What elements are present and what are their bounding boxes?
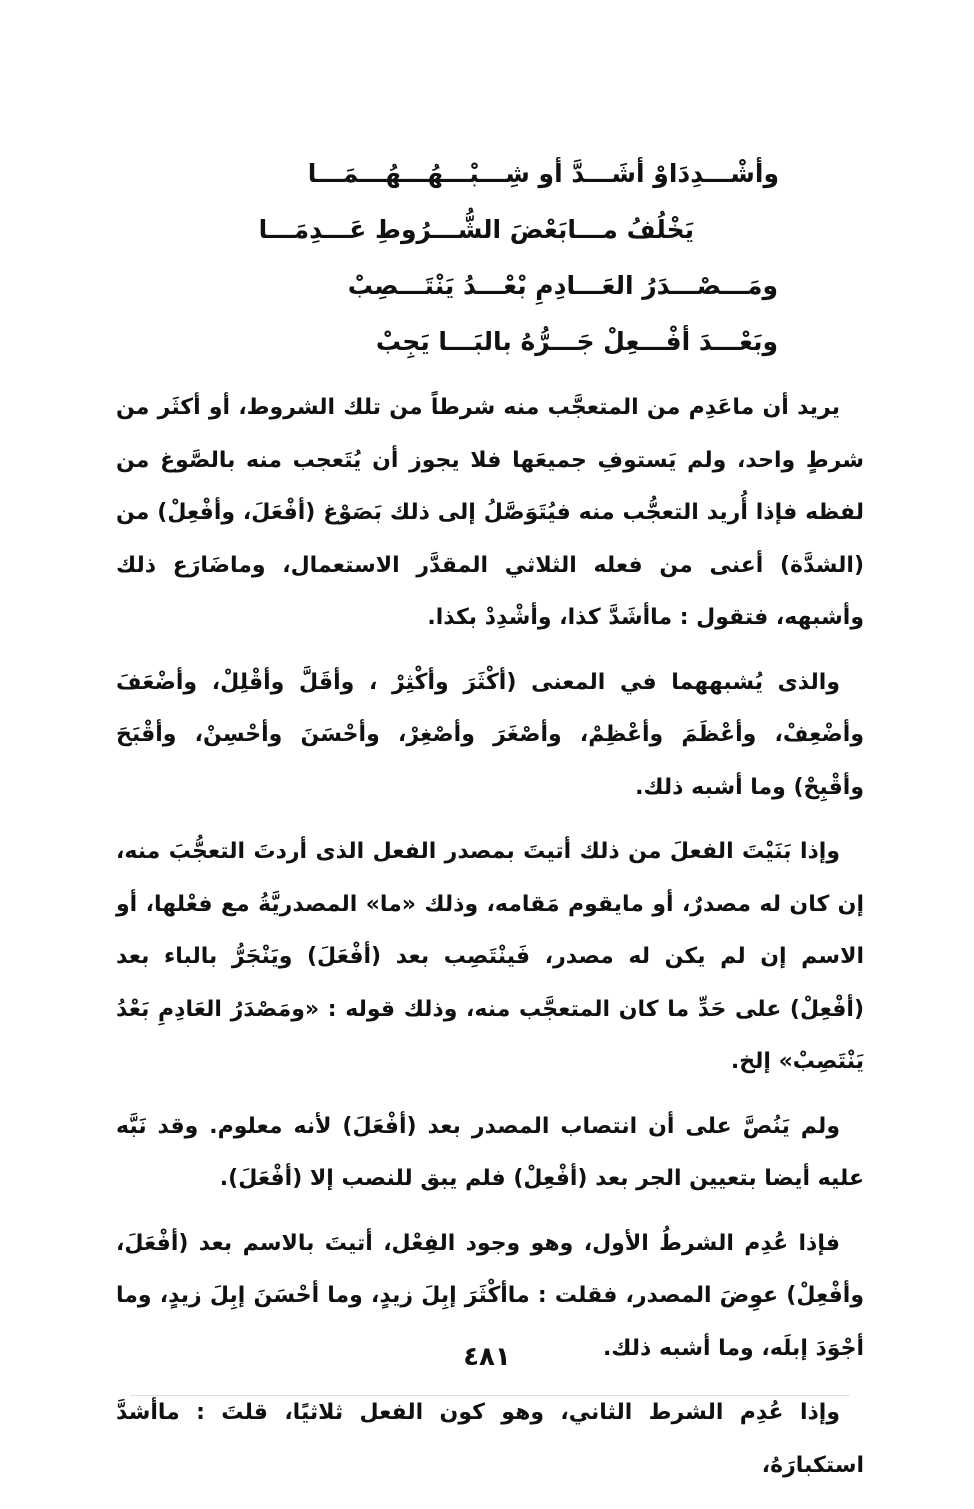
verse-line-2: يَخْلُفُ مـــابَعْضَ الشُّـــرُوطِ عَـــدِمَـــا: [258, 215, 694, 244]
bottom-divider: [130, 1395, 850, 1396]
paragraph-5: فإذا عُدِم الشرطُ الأول، وهو وجود الفِعْل، أتيتَ بالاسم بعد (أفْعَلَ، وأفْعِلْ) عوِضَ المصدر، فقلت : ماأكْثَرَ إبِلَ زيدٍ، وما أحْسَنَ إبِلَ زيدٍ، وما أجْوَدَ إبلَه، وما أشبه ذلك.: [116, 1230, 864, 1361]
verse-line-4: وبَعْـــدَ أفْـــعِلْ جَـــرُّهُ بالبَـــا يَجِبْ: [375, 327, 778, 356]
verse-line-1: وأشْـــدِدَاوْ أشَـــدَّ أو شِـــبْـــهُـــهُـــمَـــا: [307, 159, 779, 188]
verse-line-3: ومَـــصْـــدَرُ العَـــادِمِ بْعْـــدُ يَنْتَـــصِبْ: [347, 271, 778, 300]
paragraph-6: وإذا عُدِم الشرط الثاني، وهو كون الفعل ثلاثيًا، قلتَ : ماأشدَّ استكبارَهُ،: [116, 1400, 864, 1478]
paragraph-2: والذى يُشبههما في المعنى (أكْثَرَ وأكْثِرْ ، وأقَلَّ وأقْلِلْ، وأضْعَفَ وأضْعِفْ، وأعْظَمَ وأعْظِمْ، وأصْغَرَ وأصْغِرْ، وأحْسَنَ وأحْسِنْ، وأقْبَحَ وأقْبِحْ) وما أشبه ذلك.: [116, 669, 864, 800]
page-number: ٤٨١: [463, 1342, 511, 1372]
paragraph-3: وإذا بَنَيْتَ الفعلَ من ذلك أتيتَ بمصدر الفعل الذى أردتَ التعجُّبَ منه، إن كان له مصدرٌ، أو مايقوم مَقامه، وذلك «ما» المصدريَّةُ مع فعْلها، أو الاسم إن لم يكن له مصدر، فَينْتَصِب بعد (أفْعَلَ) ويَنْجَرُّ بالباء بعد (أفْعِلْ) على حَدِّ ما كان المتعجَّب منه، وذلك قوله : «ومَصْدَرُ العَادِمِ بَعْدُ يَنْتَصِبْ» إلخ.: [116, 839, 864, 1074]
paragraph-1: يريد أن ماعَدِم من المتعجَّب منه شرطاً من تلك الشروط، أو أكثَر من شرطٍ واحد، ولم يَستوفِ جميعَها فلا يجوز أن يُتَعجب منه بالصَّوغ من لفظه فإذا أُريد التعجُّب منه فيُتَوَصَّلُ إلى ذلك بَصَوْغ (أفْعَلَ، وأفْعِلْ) من (الشدَّة) أعنى من فعله الثلاثي المقدَّر الاستعمال، وماضَارَع ذلك وأشبهه، فتقول : ماأشَدَّ كذا، وأشْدِدْ بكذا.: [116, 395, 864, 630]
paragraph-4: ولم يَنُصَّ على أن انتصاب المصدر بعد (أفْعَلَ) لأنه معلوم. وقد نَبَّه عليه أيضا بتعيين الجر بعد (أفْعِلْ) فلم يبق للنصب إلا (أفْعَلَ).: [116, 1113, 864, 1191]
commentary-text: [116, 382, 864, 1504]
